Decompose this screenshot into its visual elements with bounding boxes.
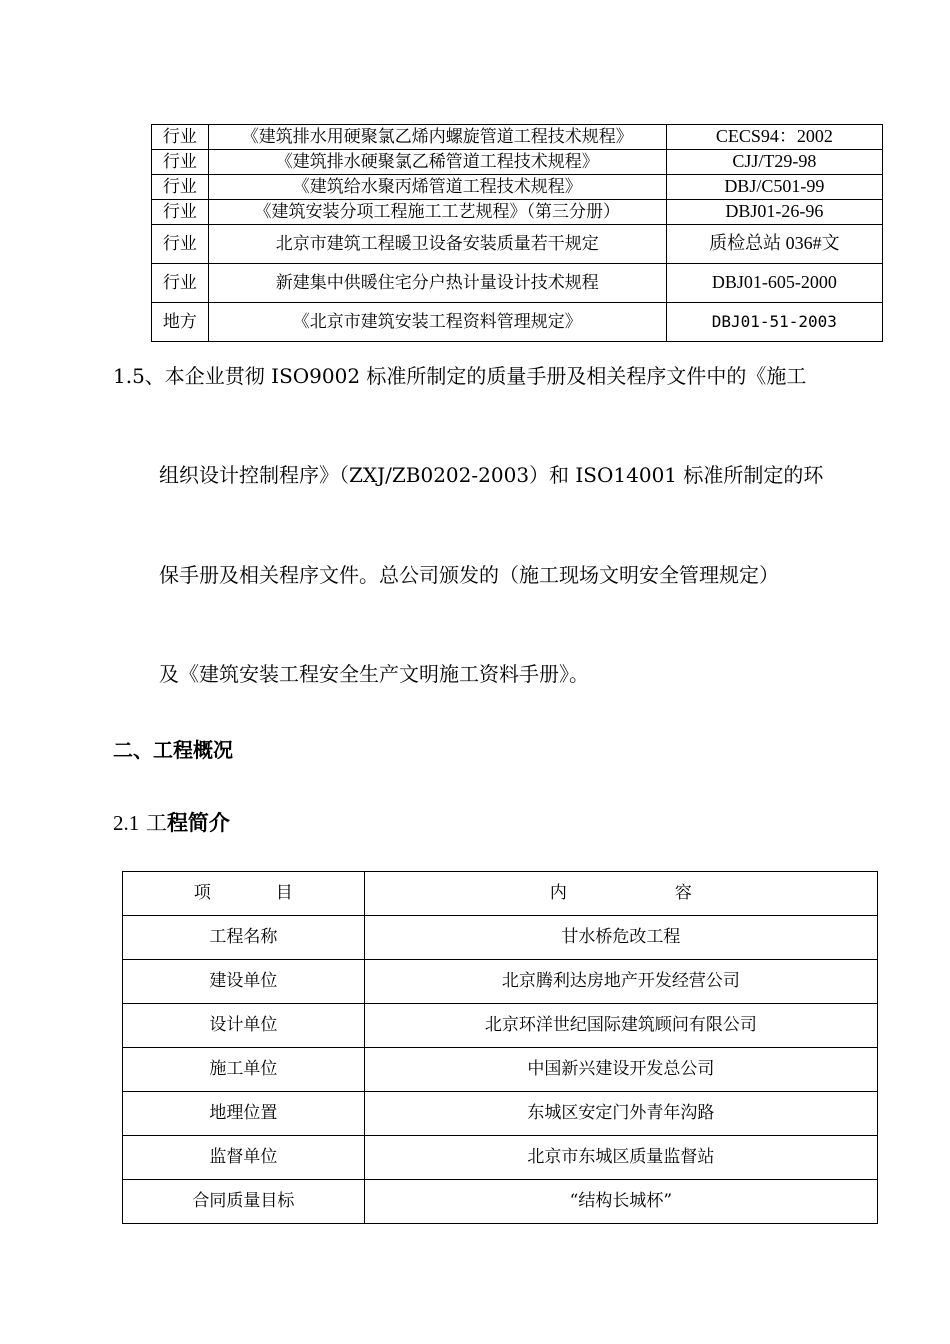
- info-label: 建设单位: [123, 960, 365, 1004]
- standard-code: DBJ01-51-2003: [666, 303, 882, 342]
- subsection-heading: [113, 807, 230, 837]
- standard-category: 行业: [152, 200, 209, 225]
- info-label: 地理位置: [123, 1092, 365, 1136]
- standard-code: DBJ01-26-96: [666, 200, 882, 225]
- paragraph-line: 保手册及相关程序文件。总公司颁发的（施工现场文明安全管理规定）: [159, 563, 779, 587]
- paragraph-line: 1.5、本企业贯彻 ISO9002 标准所制定的质量手册及相关程序文件中的《施工: [113, 364, 807, 388]
- standard-code: CECS94：2002: [666, 125, 882, 150]
- standard-name: 《建筑排水硬聚氯乙稀管道工程技术规程》: [208, 150, 666, 175]
- standard-code: 质检总站 036#文: [666, 225, 882, 264]
- standard-name: 《建筑安装分项工程施工工艺规程》（第三分册）: [208, 200, 666, 225]
- table-row: [123, 960, 878, 1004]
- paragraph-line: 组织设计控制程序》（ZXJ/ZB0202-2003）和 ISO14001 标准所制定的环: [159, 463, 824, 487]
- standard-name: 《北京市建筑安装工程资料管理规定》: [208, 303, 666, 342]
- section-heading: 二、工程概况: [113, 738, 233, 762]
- subsection-title-prefix: 工: [145, 811, 167, 835]
- info-label: 设计单位: [123, 1004, 365, 1048]
- table-row: [123, 1004, 878, 1048]
- standard-name: 北京市建筑工程暖卫设备安装质量若干规定: [208, 225, 666, 264]
- standard-code: CJJ/T29-98: [666, 150, 882, 175]
- info-value: 中国新兴建设开发总公司: [364, 1048, 877, 1092]
- table-row: [152, 125, 883, 150]
- table-row: [123, 1048, 878, 1092]
- table-row: [152, 225, 883, 264]
- info-value: 北京腾利达房地产开发经营公司: [364, 960, 877, 1004]
- standard-category: 行业: [152, 264, 209, 303]
- table-row: [123, 916, 878, 960]
- standard-name: 《建筑排水用硬聚氯乙烯内螺旋管道工程技术规程》: [208, 125, 666, 150]
- standard-category: 行业: [152, 225, 209, 264]
- standard-code: DBJ/C501-99: [666, 175, 882, 200]
- info-label: 合同质量目标: [123, 1180, 365, 1224]
- table-row: [123, 1136, 878, 1180]
- table-row: [152, 264, 883, 303]
- table-row: [123, 1092, 878, 1136]
- table-row: [152, 200, 883, 225]
- paragraph-line: 及《建筑安装工程安全生产文明施工资料手册》。: [159, 662, 589, 686]
- info-value: 东城区安定门外青年沟路: [364, 1092, 877, 1136]
- info-value: “结构长城杯”: [364, 1180, 877, 1224]
- info-value: 北京环洋世纪国际建筑顾问有限公司: [364, 1004, 877, 1048]
- standard-category: 行业: [152, 125, 209, 150]
- info-label: 监督单位: [123, 1136, 365, 1180]
- project-info-table: [122, 871, 878, 1224]
- standards-table: [151, 124, 883, 342]
- info-value: 甘水桥危改工程: [364, 916, 877, 960]
- column-header-item: 项 目: [123, 872, 365, 916]
- info-value: 北京市东城区质量监督站: [364, 1136, 877, 1180]
- standard-name: 新建集中供暖住宅分户热计量设计技术规程: [208, 264, 666, 303]
- table-row: [152, 175, 883, 200]
- standard-category: 行业: [152, 175, 209, 200]
- table-header-row: [123, 872, 878, 916]
- standard-name: 《建筑给水聚丙烯管道工程技术规程》: [208, 175, 666, 200]
- info-label: 施工单位: [123, 1048, 365, 1092]
- table-row: [152, 150, 883, 175]
- standard-code: DBJ01-605-2000: [666, 264, 882, 303]
- table-row: [152, 303, 883, 342]
- column-header-content: 内 容: [364, 872, 877, 916]
- subsection-title: 程简介: [166, 811, 230, 835]
- standard-category: 行业: [152, 150, 209, 175]
- subsection-number: 2.1: [113, 811, 140, 835]
- standard-category: 地方: [152, 303, 209, 342]
- table-row: [123, 1180, 878, 1224]
- info-label: 工程名称: [123, 916, 365, 960]
